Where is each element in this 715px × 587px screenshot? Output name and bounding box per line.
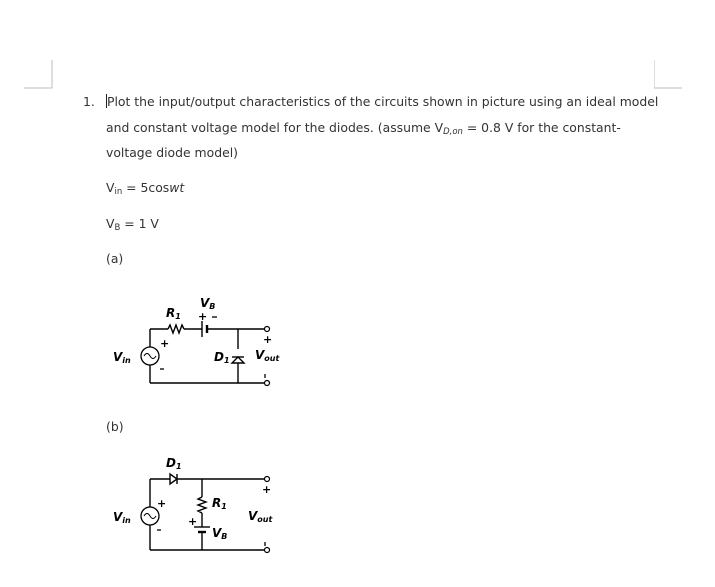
circuit-b-diagram <box>110 455 290 565</box>
circuit-b-vout-label: Vout <box>248 509 273 524</box>
circuit-a-r1-label: R1 <box>166 306 181 321</box>
circuit-a-vb-label: VB <box>200 296 216 311</box>
part-a-label: (a) <box>106 251 124 266</box>
svg-text:+: + <box>157 497 167 510</box>
circuit-b-vin-label: Vin <box>113 510 131 525</box>
question-line-3: voltage diode model) <box>106 145 238 160</box>
top-right-margin-mark <box>654 60 684 90</box>
part-b-label: (b) <box>106 419 124 434</box>
svg-text:+: + <box>198 310 208 323</box>
circuit-b-vout-minus-terminal <box>265 548 270 553</box>
question-line-1[interactable]: Plot the input/output characteristics of the circuits shown in picture using an ideal model <box>107 94 659 109</box>
svg-text:+: + <box>160 337 170 350</box>
question-number: 1. <box>83 94 95 109</box>
svg-text:+: + <box>262 483 272 496</box>
circuit-b-vb-label: VB <box>212 526 228 541</box>
circuit-b-vout-plus-terminal <box>265 477 270 482</box>
vb-equation: $V_B = 1$ V <box>106 216 159 233</box>
circuit-b-r1-label: R1 <box>212 496 227 511</box>
circuit-a-d1-label: D1 <box>214 350 230 365</box>
circuit-a-vout-plus-terminal <box>265 327 270 332</box>
question-line-2: and constant voltage model for the diodes. (assume $V_{D,on} = 0.8$ V for the constant- <box>106 120 621 137</box>
circuit-a-vout-minus-terminal <box>265 381 270 386</box>
circuit-a-vin-label: Vin <box>113 350 131 365</box>
svg-text:+: + <box>188 515 198 528</box>
circuit-a-diagram <box>110 285 290 395</box>
vin-equation: $V_{in}$ = 5coswt <box>106 180 185 197</box>
svg-text:+: + <box>263 333 273 346</box>
circuit-b-d1-label: D1 <box>166 456 182 471</box>
top-left-margin-mark <box>24 60 54 90</box>
circuit-a-vout-label: Vout <box>255 348 280 363</box>
